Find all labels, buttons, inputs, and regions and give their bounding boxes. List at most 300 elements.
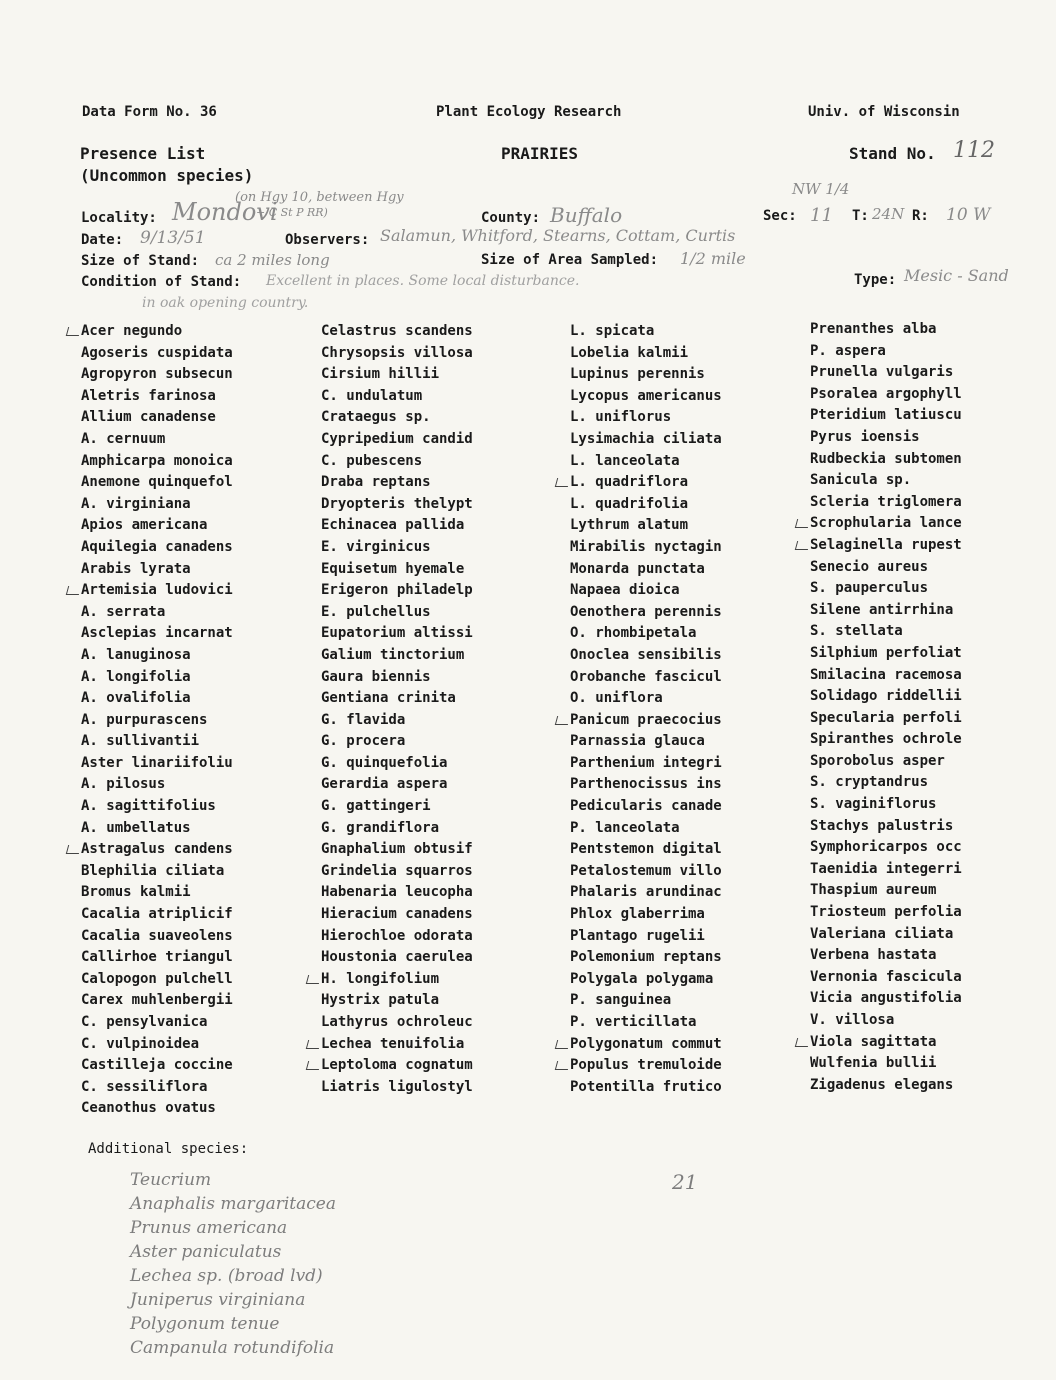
additional-species-item: Aster paniculatus <box>130 1242 282 1262</box>
observers-label: Observers: <box>285 232 370 248</box>
species-name: Anemone quinquefol <box>81 474 233 491</box>
species-name: A. pilosus <box>81 776 166 793</box>
county-label: County: <box>481 210 541 226</box>
species-name: Specularia perfoli <box>810 709 962 726</box>
species-column-4 <box>810 319 962 1096</box>
species-name: V. villosa <box>810 1012 895 1028</box>
species-name: Prunella vulgaris <box>810 364 954 381</box>
species-name: G. flavida <box>321 711 406 728</box>
species-item <box>570 710 722 732</box>
species-item <box>810 1032 962 1054</box>
species-item <box>321 861 473 883</box>
species-item <box>570 753 722 775</box>
species-item <box>570 1055 722 1077</box>
species-item <box>321 1055 473 1077</box>
species-name: S. cryptandrus <box>810 774 929 791</box>
species-item <box>321 580 473 602</box>
species-item <box>321 407 473 429</box>
species-item <box>321 839 473 861</box>
species-name: A. serrata <box>81 603 166 620</box>
species-item <box>321 926 473 948</box>
species-item <box>810 708 962 730</box>
species-item <box>810 772 962 794</box>
species-name: Potentilla frutico <box>570 1078 722 1095</box>
species-item <box>81 407 233 429</box>
species-name: Artemisia ludovici <box>81 582 233 599</box>
species-name: Pyrus ioensis <box>810 428 920 445</box>
checkmark-icon <box>555 716 570 725</box>
species-name: Habenaria leucopha <box>321 884 473 901</box>
species-name: Thaspium aureum <box>810 882 937 899</box>
species-name: C. pensylvanica <box>81 1014 208 1030</box>
additional-species-item: Anaphalis margaritacea <box>130 1194 336 1214</box>
stand-label: Stand No. <box>849 144 936 163</box>
locality-label: Locality: <box>81 210 157 226</box>
species-name: O. rhombipetala <box>570 625 697 642</box>
species-name: Oenothera perennis <box>570 603 722 620</box>
species-name: Psoralea argophyll <box>810 385 962 402</box>
list-title: Presence List <box>80 144 206 163</box>
checkmark-icon <box>555 1061 570 1070</box>
species-name: Crataegus sp. <box>321 409 431 426</box>
township-value: 24N <box>872 205 905 223</box>
species-item <box>810 686 962 708</box>
species-name: A. cernuum <box>81 430 166 447</box>
species-name: Symphoricarpos occ <box>810 839 962 856</box>
species-column-3 <box>570 321 722 1098</box>
species-item <box>81 1077 233 1099</box>
species-item <box>810 967 962 989</box>
condition-label: Condition of Stand: <box>81 274 242 290</box>
species-name: Cypripedium candid <box>321 430 473 447</box>
species-item <box>570 1034 722 1056</box>
species-name: P. aspera <box>810 342 886 359</box>
species-name: Smilacina racemosa <box>810 666 962 683</box>
species-item <box>570 1077 722 1099</box>
additional-species-item: Lechea sp. (broad lvd) <box>130 1266 323 1286</box>
species-item <box>570 602 722 624</box>
species-name: Callirhoe triangul <box>81 949 233 966</box>
species-name: Orobanche fascicul <box>570 668 722 685</box>
size-stand-label: Size of Stand: <box>81 253 200 269</box>
species-name: Verbena hastata <box>810 947 937 964</box>
species-name: Silphium perfoliat <box>810 644 962 661</box>
species-item <box>570 861 722 883</box>
species-item <box>810 945 962 967</box>
species-name: Gentiana crinita <box>321 690 456 707</box>
species-item <box>321 731 473 753</box>
species-item <box>81 753 233 775</box>
species-item <box>810 600 962 622</box>
species-item <box>570 818 722 840</box>
species-item <box>81 364 233 386</box>
species-item <box>321 947 473 969</box>
checkmark-icon <box>66 327 81 336</box>
species-name: Echinacea pallida <box>321 517 465 534</box>
species-name: S. vaginiflorus <box>810 796 937 813</box>
species-item <box>81 451 233 473</box>
checkmark-icon <box>795 541 810 550</box>
species-item <box>570 386 722 408</box>
species-item <box>81 774 233 796</box>
species-name: Sporobolus asper <box>810 752 945 769</box>
species-name: Houstonia caerulea <box>321 949 473 966</box>
species-name: Dryopteris thelypt <box>321 495 473 512</box>
species-item <box>570 559 722 581</box>
species-item <box>321 688 473 710</box>
species-name: P. verticillata <box>570 1014 697 1030</box>
species-item <box>810 1010 962 1032</box>
species-name: Lechea tenuifolia <box>321 1035 465 1052</box>
species-item <box>810 557 962 579</box>
species-item <box>570 537 722 559</box>
species-name: G. gattingeri <box>321 798 431 815</box>
species-item <box>810 988 962 1010</box>
additional-species-item: Prunus americana <box>130 1218 288 1238</box>
sec-label: Sec: <box>763 208 797 224</box>
species-name: A. sagittifolius <box>81 798 216 815</box>
additional-species-list <box>130 1168 336 1360</box>
species-name: Cirsium hillii <box>321 366 440 383</box>
species-name: Cacalia suaveolens <box>81 927 233 944</box>
checkmark-icon <box>795 1038 810 1047</box>
species-item <box>321 645 473 667</box>
species-item <box>570 969 722 991</box>
species-item <box>810 384 962 406</box>
species-name: Calopogon pulchell <box>81 970 233 987</box>
species-item <box>81 515 233 537</box>
species-name: Napaea dioica <box>570 582 680 599</box>
species-item <box>570 990 722 1012</box>
observers-value: Salamun, Whitford, Stearns, Cottam, Curtis <box>380 226 736 245</box>
species-item <box>810 794 962 816</box>
species-item <box>810 427 962 449</box>
species-name: Aletris farinosa <box>81 387 216 404</box>
species-item <box>810 751 962 773</box>
species-name: Carex muhlenbergii <box>81 992 233 1009</box>
species-item <box>810 816 962 838</box>
species-item <box>81 710 233 732</box>
checkmark-icon <box>306 1061 321 1070</box>
species-item <box>570 774 722 796</box>
species-name: Lobelia kalmii <box>570 344 689 361</box>
species-item <box>81 688 233 710</box>
species-name: L. quadrifolia <box>570 495 689 512</box>
species-item <box>570 645 722 667</box>
species-item <box>81 1012 233 1034</box>
species-item <box>81 537 233 559</box>
species-name: Apios americana <box>81 517 208 534</box>
additional-species-item: Teucrium <box>130 1170 212 1190</box>
species-name: Wulfenia bullii <box>810 1055 937 1072</box>
species-name: Prenanthes alba <box>810 321 937 337</box>
species-name: Vicia angustifolia <box>810 990 962 1007</box>
species-name: A. umbellatus <box>81 819 191 836</box>
checkmark-icon <box>306 1040 321 1049</box>
species-item <box>810 729 962 751</box>
date-value: 9/13/51 <box>140 228 206 248</box>
species-name: Selaginella rupest <box>810 536 962 553</box>
checkmark-icon <box>795 519 810 528</box>
species-item <box>570 321 722 343</box>
species-name: Gnaphalium obtusif <box>321 841 473 858</box>
species-name: A. lanuginosa <box>81 646 191 663</box>
species-item <box>81 343 233 365</box>
species-item <box>321 969 473 991</box>
species-name: Panicum praecocius <box>570 711 722 728</box>
species-item <box>570 580 722 602</box>
species-name: Taenidia integerri <box>810 860 962 877</box>
species-item <box>321 1012 473 1034</box>
species-name: L. uniflorus <box>570 409 672 426</box>
species-item <box>81 947 233 969</box>
species-name: Liatris ligulostyl <box>321 1078 473 1095</box>
species-name: Pteridium latiuscu <box>810 407 962 424</box>
species-name: Leptoloma cognatum <box>321 1057 473 1074</box>
species-name: Rudbeckia subtomen <box>810 450 962 467</box>
species-item <box>570 472 722 494</box>
species-item <box>81 969 233 991</box>
size-area-label: Size of Area Sampled: <box>481 252 659 268</box>
species-name: Allium canadense <box>81 409 216 426</box>
species-column-1 <box>81 321 233 1120</box>
additional-species-item: Polygonum tenue <box>130 1314 280 1334</box>
species-item <box>81 731 233 753</box>
species-item <box>570 688 722 710</box>
species-name: Pentstemon digital <box>570 841 722 858</box>
locality-value: Mondovi <box>172 198 278 226</box>
species-name: Acer negundo <box>81 323 183 339</box>
species-item <box>81 559 233 581</box>
species-item <box>810 470 962 492</box>
species-item <box>570 904 722 926</box>
species-name: Grindelia squarros <box>321 862 473 879</box>
species-item <box>570 839 722 861</box>
species-item <box>570 926 722 948</box>
species-name: G. grandiflora <box>321 819 440 836</box>
species-item <box>321 494 473 516</box>
species-name: Bromus kalmii <box>81 884 191 901</box>
species-name: O. uniflora <box>570 690 663 707</box>
species-name: Agropyron subsecun <box>81 366 233 383</box>
species-item <box>570 882 722 904</box>
species-name: Draba reptans <box>321 474 431 491</box>
species-name: Celastrus scandens <box>321 323 473 339</box>
species-name: C. pubescens <box>321 452 423 469</box>
species-item <box>321 472 473 494</box>
species-item <box>321 386 473 408</box>
species-item <box>810 341 962 363</box>
species-item <box>321 537 473 559</box>
species-name: L. lanceolata <box>570 452 680 469</box>
species-name: Vernonia fascicula <box>810 968 962 985</box>
species-item <box>81 645 233 667</box>
species-item <box>81 494 233 516</box>
species-item <box>321 1077 473 1099</box>
range-label: R: <box>912 208 929 224</box>
species-name: Lythrum alatum <box>570 517 689 534</box>
species-name: Valeriana ciliata <box>810 925 954 942</box>
species-name: E. pulchellus <box>321 603 431 620</box>
species-item <box>321 429 473 451</box>
species-name: Scleria triglomera <box>810 493 962 510</box>
species-name: Polemonium reptans <box>570 949 722 966</box>
township-label: T: <box>852 208 869 224</box>
species-name: Onoclea sensibilis <box>570 646 722 663</box>
species-name: Chrysopsis villosa <box>321 344 473 361</box>
species-name: Stachys palustris <box>810 817 954 834</box>
species-item <box>81 1055 233 1077</box>
checkmark-icon <box>555 1040 570 1049</box>
species-name: S. pauperculus <box>810 580 929 597</box>
species-item <box>570 796 722 818</box>
species-name: Phlox glaberrima <box>570 906 705 923</box>
species-name: Zigadenus elegans <box>810 1076 954 1093</box>
species-name: Hystrix patula <box>321 992 440 1009</box>
species-name: P. sanguinea <box>570 992 672 1009</box>
species-item <box>810 492 962 514</box>
species-item <box>570 623 722 645</box>
species-item <box>810 643 962 665</box>
species-name: Lysimachia ciliata <box>570 430 722 447</box>
species-item <box>321 990 473 1012</box>
species-name: Silene antirrhina <box>810 601 954 618</box>
species-name: Lycopus americanus <box>570 387 722 404</box>
species-item <box>810 924 962 946</box>
species-item <box>810 578 962 600</box>
species-name: Gerardia aspera <box>321 776 448 793</box>
species-item <box>321 623 473 645</box>
species-name: Scrophularia lance <box>810 515 962 532</box>
species-name: Polygonatum commut <box>570 1035 722 1052</box>
species-name: Hieracium canadens <box>321 906 473 923</box>
checkmark-icon <box>306 975 321 984</box>
species-item <box>810 513 962 535</box>
species-name: Phalaris arundinac <box>570 884 722 901</box>
species-item <box>321 343 473 365</box>
species-item <box>81 861 233 883</box>
species-name: Monarda punctata <box>570 560 705 577</box>
species-name: Lathyrus ochroleuc <box>321 1014 473 1030</box>
species-item <box>810 1053 962 1075</box>
species-name: A. purpurascens <box>81 711 208 728</box>
county-value: Buffalo <box>550 203 623 227</box>
species-item <box>321 882 473 904</box>
page-note: 21 <box>672 1170 698 1194</box>
species-item <box>570 364 722 386</box>
species-item <box>81 839 233 861</box>
species-name: Solidago riddellii <box>810 688 962 705</box>
species-name: G. procera <box>321 733 406 750</box>
species-item <box>321 515 473 537</box>
condition-value: Excellent in places. Some local disturbance. <box>266 273 580 289</box>
species-name: Hierochloe odorata <box>321 927 473 944</box>
species-name: Castilleja coccine <box>81 1057 233 1074</box>
species-name: A. sullivantii <box>81 733 200 750</box>
species-item <box>810 535 962 557</box>
species-item <box>81 321 233 343</box>
species-name: L. spicata <box>570 323 655 339</box>
species-name: C. vulpinoidea <box>81 1035 200 1052</box>
species-name: P. lanceolata <box>570 819 680 836</box>
species-item <box>81 990 233 1012</box>
form-number: Data Form No. 36 <box>82 104 217 120</box>
species-item <box>810 362 962 384</box>
species-name: Equisetum hyemale <box>321 560 465 577</box>
species-item <box>321 774 473 796</box>
species-name: Polygala polygama <box>570 970 714 987</box>
species-name: Populus tremuloide <box>570 1057 722 1074</box>
species-item <box>321 364 473 386</box>
species-name: Eupatorium altissi <box>321 625 473 642</box>
species-item <box>810 880 962 902</box>
condition-value-2: in oak opening country. <box>142 295 309 311</box>
species-name: Spiranthes ochrole <box>810 731 962 748</box>
species-item <box>321 321 473 343</box>
species-name: Parnassia glauca <box>570 733 705 750</box>
additional-species-item: Juniperus virginiana <box>130 1290 306 1310</box>
species-item <box>321 753 473 775</box>
species-name: S. stellata <box>810 623 903 640</box>
species-item <box>321 667 473 689</box>
species-item <box>81 796 233 818</box>
species-item <box>81 429 233 451</box>
range-value: 10 W <box>946 205 991 225</box>
species-name: Ceanothus ovatus <box>81 1100 216 1117</box>
species-item <box>810 902 962 924</box>
species-name: A. longifolia <box>81 668 191 685</box>
species-name: Aquilegia canadens <box>81 538 233 555</box>
species-item <box>321 818 473 840</box>
species-item <box>570 1012 722 1034</box>
species-item <box>321 602 473 624</box>
species-name: Galium tinctorium <box>321 646 465 663</box>
species-item <box>570 407 722 429</box>
species-name: C. undulatum <box>321 387 423 404</box>
type-label: Type: <box>854 272 897 288</box>
species-item <box>810 319 962 341</box>
species-item <box>570 947 722 969</box>
species-item <box>81 472 233 494</box>
species-name: Parthenium integri <box>570 754 722 771</box>
additional-species-label: Additional species: <box>88 1141 249 1157</box>
species-item <box>81 602 233 624</box>
species-item <box>570 429 722 451</box>
university: Univ. of Wisconsin <box>808 104 960 120</box>
species-item <box>81 926 233 948</box>
species-name: Aster linariifoliu <box>81 754 233 771</box>
species-item <box>321 451 473 473</box>
species-item <box>570 731 722 753</box>
species-name: Gaura biennis <box>321 668 431 685</box>
additional-species-item: Campanula rotundifolia <box>130 1338 335 1358</box>
species-item <box>81 818 233 840</box>
locality-note-2: + C St P RR) <box>256 206 328 219</box>
species-item <box>81 1098 233 1120</box>
species-name: Arabis lyrata <box>81 560 191 577</box>
species-item <box>81 1034 233 1056</box>
species-name: Lupinus perennis <box>570 366 705 383</box>
locality-note-1: (on Hgy 10, between Hgy <box>235 190 404 205</box>
species-name: H. longifolium <box>321 970 440 987</box>
checkmark-icon <box>66 586 81 595</box>
organization: Plant Ecology Research <box>436 104 622 120</box>
species-item <box>321 559 473 581</box>
list-subtitle: (Uncommon species) <box>80 166 254 185</box>
species-name: Cacalia atriplicif <box>81 906 233 923</box>
species-item <box>810 1075 962 1097</box>
sec-value: 11 <box>810 205 833 226</box>
